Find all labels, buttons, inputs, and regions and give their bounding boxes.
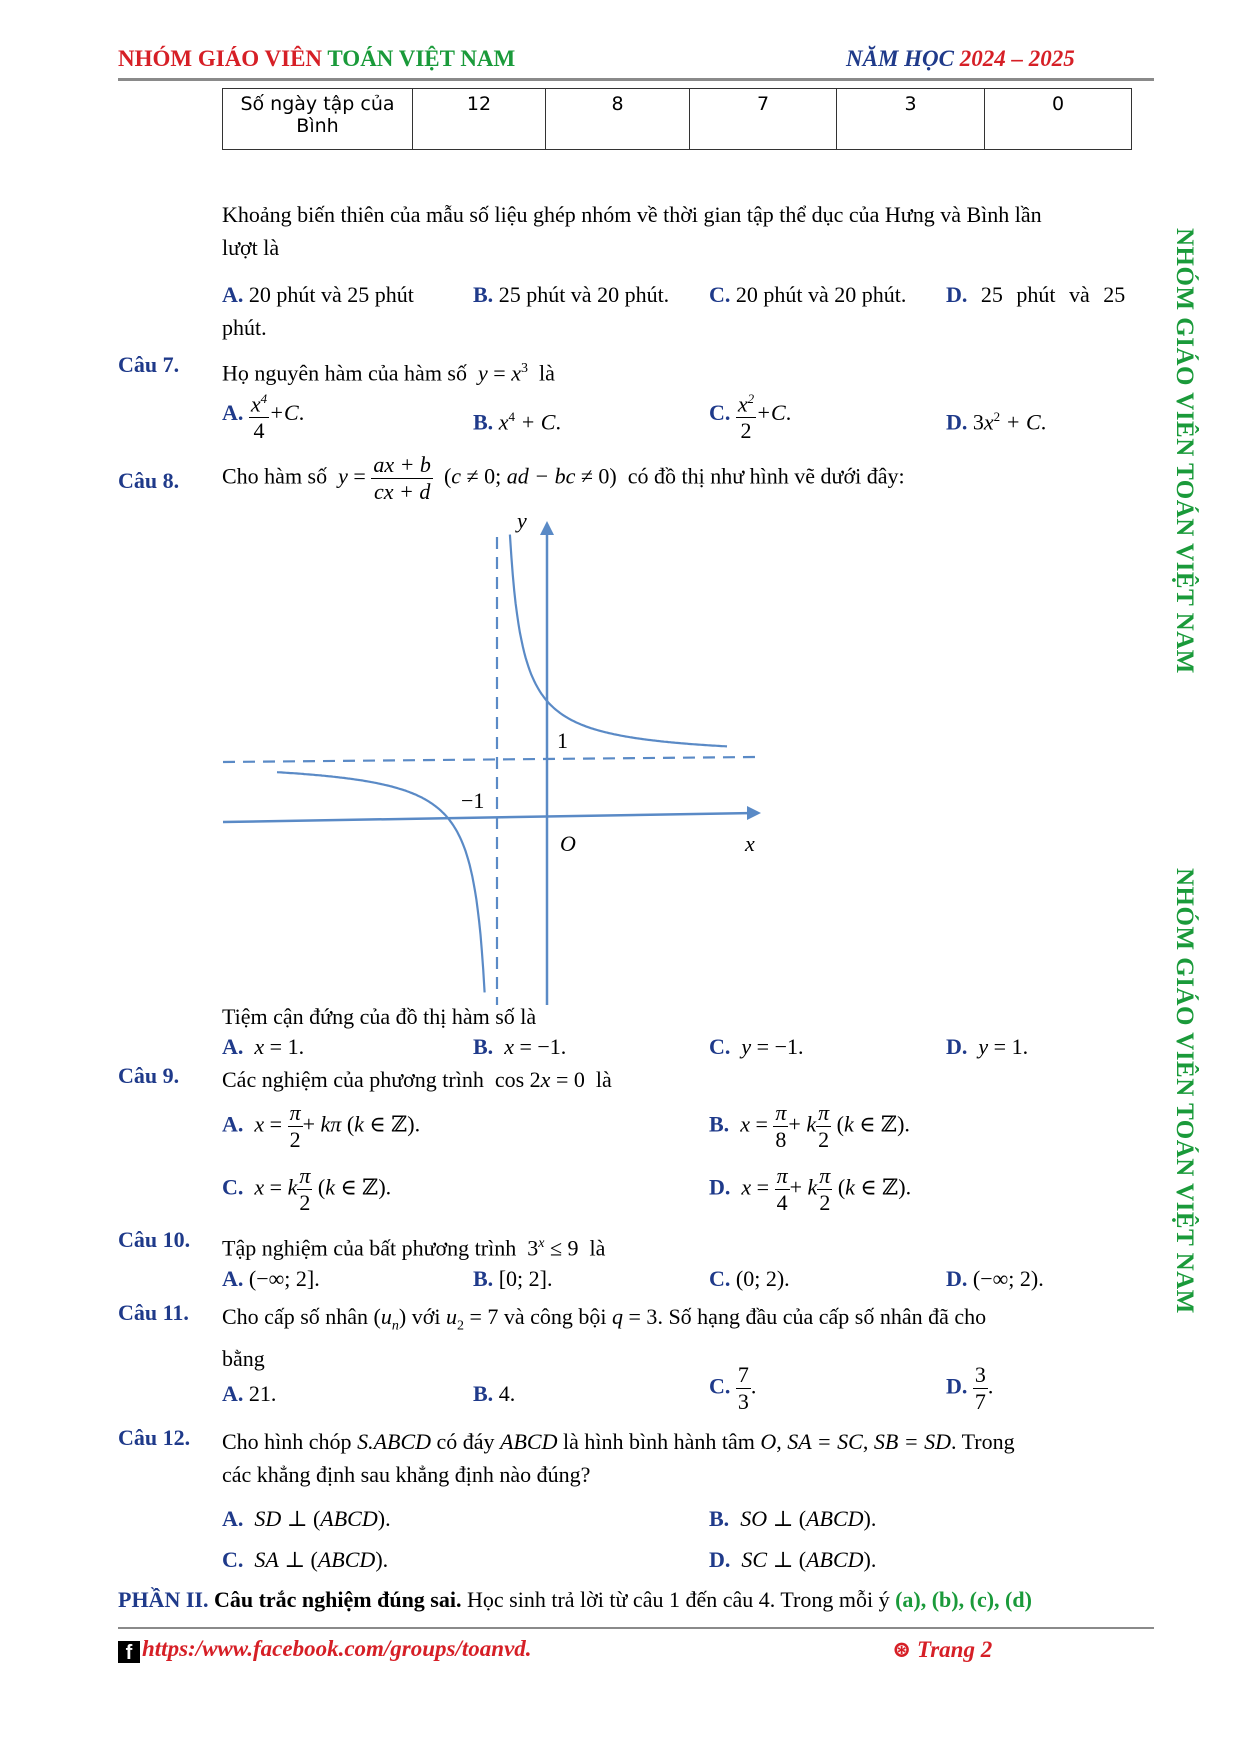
header-group-name: NHÓM GIÁO VIÊN TOÁN VIỆT NAM [118, 46, 516, 71]
header-school-year: NĂM HỌC 2024 – 2025 [846, 46, 1075, 71]
q11-option-c: C. $\frac{7}{3}$ . [709, 1362, 757, 1414]
q10-stem: Tập nghiệm của bất phương trình $3^x \le 9$ là [222, 1235, 606, 1261]
q11-option-b: B. 4. [473, 1381, 516, 1406]
side-watermark-bottom: NHÓM GIÁO VIÊN TOÁN VIỆT NAM [1171, 868, 1198, 1314]
q12-option-c: C. SA ⊥ (ABCD). [222, 1547, 389, 1572]
q8-question: Tiệm cận đứng của đồ thị hàm số là [222, 1004, 537, 1029]
q6-option-a: A. 20 phút và 25 phút [222, 282, 414, 307]
x-axis [223, 813, 755, 822]
table-cell: 0 [985, 89, 1132, 150]
q12-stem: Cho hình chóp S.ABCD có đáy ABCD là hình bình hành tâm O, SA = SC, SB = SD. Trong các khẳng định sau khẳng định nào đúng? [222, 1429, 1015, 1487]
q9-stem: Các nghiệm của phương trình cos 2x = 0 là [222, 1067, 612, 1092]
q11-label: Câu 11. [118, 1300, 189, 1325]
table-cell: 8 [546, 89, 690, 150]
q10-option-c: C. (0; 2). [709, 1266, 790, 1291]
q11-option-d: D. $\frac{3}{7}$ . [946, 1362, 994, 1414]
header-divider [118, 78, 1154, 81]
q9-option-a: A. x = $\frac{\pi}{2}$ + kπ (k ∈ ℤ). [222, 1100, 421, 1152]
q11-stem: Cho cấp số nhân $(u_n)$ với $u_2 = 7$ và công bội q = 3. Số hạng đầu của cấp số nhân đã cho bằng [222, 1304, 987, 1372]
h-asymptote-label: 1 [557, 728, 568, 753]
q8-stem: Cho hàm số y = $\frac{ax + b}{cx + d}$ (c ≠ 0; ad − bc ≠ 0) có đồ thị như hình vẽ dưới đây: [222, 452, 905, 504]
q8-option-a: A. x = 1. [222, 1034, 305, 1059]
row-label: Số ngày tập của Bình [223, 89, 413, 150]
q10-label: Câu 10. [118, 1227, 191, 1252]
q7-option-c: C. $\frac{x^2}{2}$ +C. [709, 386, 791, 444]
table-cell: 3 [837, 89, 985, 150]
q6-option-b: B. 25 phút và 20 phút. [473, 282, 670, 307]
q6-stem: Khoảng biến thiên của mẫu số liệu ghép nhóm về thời gian tập thể dục của Hưng và Bình lần lượt là [222, 202, 1042, 260]
q7-label: Câu 7. [118, 352, 180, 377]
q12-option-a: A. SD ⊥ (ABCD). [222, 1506, 391, 1531]
q9-label: Câu 9. [118, 1063, 180, 1088]
y-axis-arrow-icon [540, 521, 554, 535]
q8-option-d: D. y = 1. [946, 1034, 1029, 1059]
footer-facebook-link[interactable]: f https:/www.facebook.com/groups/toanvd. [118, 1636, 532, 1663]
q8-option-c: C. y = −1. [709, 1034, 804, 1059]
origin-label: O [560, 831, 576, 856]
footer-divider [118, 1627, 1154, 1629]
q12-label: Câu 12. [118, 1425, 191, 1450]
q8-function-graph [215, 515, 775, 1010]
v-asymptote-label: −1 [461, 788, 485, 813]
q7-option-a: A. $\frac{x^4}{4}$ +C. [222, 386, 304, 444]
curve-right-branch [510, 535, 727, 747]
q7-option-b: B. $x^4 + C$. [473, 409, 561, 435]
x-axis-arrow-icon [747, 806, 761, 820]
q6-option-c: C. 20 phút và 20 phút. [709, 282, 907, 307]
q10-option-b: B. [0; 2]. [473, 1266, 553, 1291]
curve-left-branch [277, 772, 485, 992]
q6-option-d-cont: phút. [222, 315, 267, 340]
q12-option-d: D. SC ⊥ (ABCD). [709, 1547, 877, 1572]
q9-option-b: B. x = $\frac{\pi}{8}$ + k $\frac{\pi}{2}$ (k ∈ ℤ). [709, 1100, 910, 1152]
horizontal-asymptote [223, 757, 755, 762]
table-cell: 7 [690, 89, 837, 150]
x-axis-label: x [745, 831, 755, 856]
training-days-table [222, 88, 1132, 150]
facebook-icon: f [118, 1641, 140, 1663]
footer-page-number: ⊛ Trang 2 [892, 1637, 993, 1662]
q7-stem: Họ nguyên hàm của hàm số $y = x^3$ là [222, 360, 555, 386]
y-axis-label: y [517, 515, 527, 533]
side-watermark-top: NHÓM GIÁO VIÊN TOÁN VIỆT NAM [1171, 228, 1198, 674]
table-row [223, 89, 1132, 150]
q6-option-d: D. 25 phút và 25 [946, 282, 1126, 307]
table-cell: 12 [413, 89, 546, 150]
q11-option-a: A. 21. [222, 1381, 277, 1406]
q8-option-b: B. x = −1. [473, 1034, 567, 1059]
q9-option-c: C. x = k $\frac{\pi}{2}$ (k ∈ ℤ). [222, 1163, 392, 1215]
q10-option-d: D. (−∞; 2). [946, 1266, 1044, 1291]
q9-option-d: D. x = $\frac{\pi}{4}$ + k $\frac{\pi}{2}$ (k ∈ ℤ). [709, 1163, 912, 1215]
page-icon: ⊛ [892, 1637, 912, 1662]
q12-option-b: B. SO ⊥ (ABCD). [709, 1506, 877, 1531]
q8-label: Câu 8. [118, 468, 180, 493]
q7-option-d: D. $3x^2 + C$. [946, 409, 1047, 435]
q10-option-a: A. (−∞; 2]. [222, 1266, 320, 1291]
part2-heading: PHẦN II. Câu trắc nghiệm đúng sai. Học sinh trả lời từ câu 1 đến câu 4. Trong mỗi ý (a), (b), (c), (d) [118, 1587, 1032, 1612]
